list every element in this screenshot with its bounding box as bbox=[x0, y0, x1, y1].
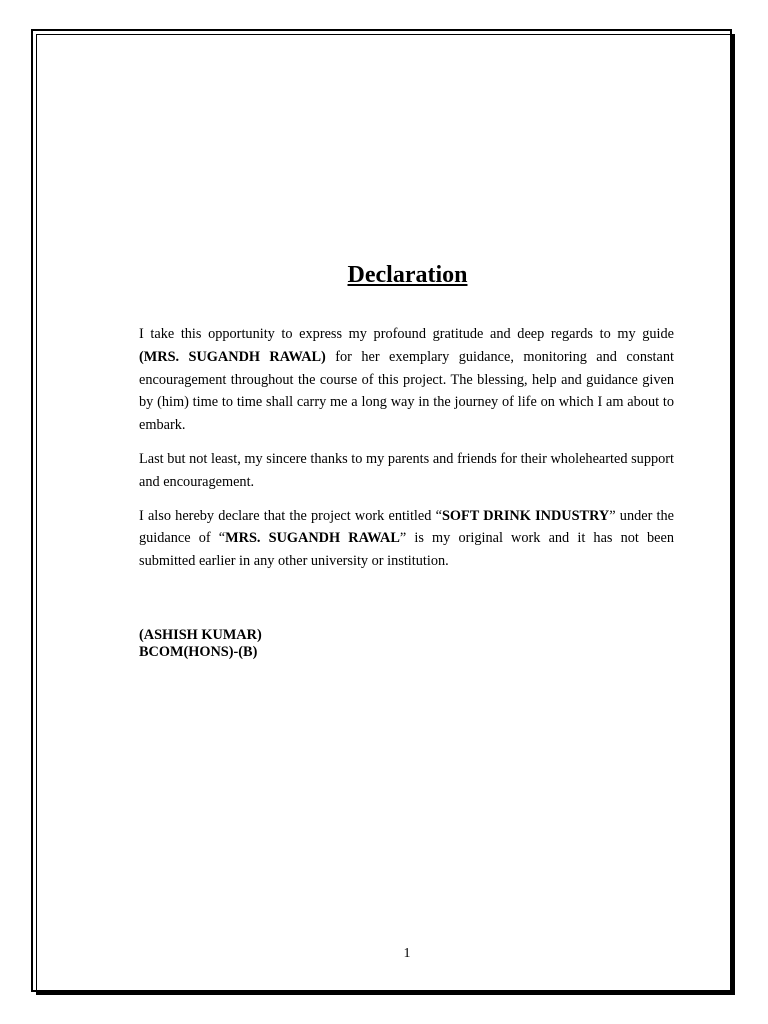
paragraph-thanks: Last but not least, my sincere thanks to my parents and friends for their wholehearted support and encouragement. bbox=[139, 450, 674, 490]
signature-block bbox=[139, 627, 262, 661]
paragraph-text: I also hereby declare that the project work entitled “ bbox=[139, 507, 442, 524]
guide-name: MRS. SUGANDH RAWAL bbox=[225, 530, 400, 547]
project-title: SOFT DRINK INDUSTRY bbox=[441, 507, 610, 524]
signature-name: (ASHISH KUMAR) bbox=[139, 627, 262, 643]
paragraph-text: for her exemplary guidance, monitoring and constant encouragement throughout the course of this project. The blessing, help and guidance given by (him) time to time shall carry me a long way in the journey of life on which I am about to embark. bbox=[139, 348, 674, 434]
signature-course: BCOM(HONS)-(B) bbox=[139, 644, 258, 660]
paragraph-text: ” under the guidance of “ bbox=[139, 507, 675, 547]
page-number: 1 bbox=[403, 946, 411, 961]
paragraph-declare bbox=[139, 505, 674, 573]
paragraph-text: I take this opportunity to express my profound gratitude and deep regards to my guide bbox=[139, 326, 674, 342]
guide-name: (MRS. SUGANDH RAWAL) bbox=[139, 348, 326, 365]
paragraph-text: ” is my original work and it has not been submitted earlier in any other university or institution. bbox=[139, 530, 675, 570]
page-title: Declaration bbox=[347, 262, 468, 288]
paragraph-gratitude bbox=[139, 323, 674, 437]
declaration-body bbox=[139, 323, 674, 584]
